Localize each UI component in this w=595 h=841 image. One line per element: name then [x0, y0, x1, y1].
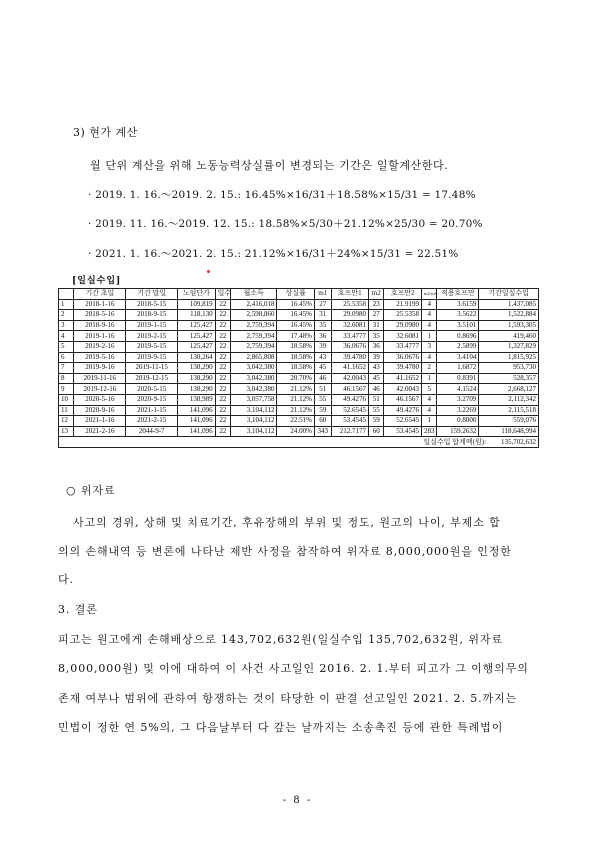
table-cell: 2019-12-15: [126, 373, 178, 384]
table-cell: 22: [215, 299, 230, 310]
table-row: [59, 426, 539, 437]
table-cell: 21.12%: [277, 394, 315, 405]
table-cell: 118,130: [178, 310, 216, 321]
table-cell: 36: [369, 341, 384, 352]
table-cell: 20.70%: [277, 373, 315, 384]
table-header-cell: 월소득: [231, 289, 277, 300]
table-cell: 43: [369, 363, 384, 374]
table-cell: 2019-2-16: [74, 341, 126, 352]
table-header-cell: 기간일실수입: [479, 289, 539, 300]
table-cell: 2018-9-15: [126, 310, 178, 321]
table-cell: 2019-11-16: [74, 373, 126, 384]
conclusion-line-3: 존재 여부나 범위에 관하여 항쟁하는 것이 타당한 이 판결 선고일인 2021. 2. 5.까지는: [58, 692, 518, 705]
table-cell: 2019-11-15: [126, 363, 178, 374]
table-cell: 36: [314, 331, 331, 342]
table-cell: 2044-9-7: [126, 426, 178, 437]
table-header-row: [59, 289, 539, 300]
conclusion-line-4: 민법이 정한 연 5%의, 그 다음날부터 다 갚는 날까지는 소송촉진 등에 관한 특례법이: [58, 721, 504, 734]
table-cell: 29.0980: [384, 320, 422, 331]
table-cell: 22: [215, 373, 230, 384]
table-cell: 25.5358: [384, 310, 422, 321]
page-number: - 8 -: [282, 795, 313, 806]
table-row: [59, 310, 539, 321]
table-cell: 31: [314, 310, 331, 321]
table-cell: 343: [314, 426, 331, 437]
table-header-cell: 상실률: [277, 289, 315, 300]
table-header-cell: m2-m1: [421, 289, 436, 300]
table-cell: 2020-9-15: [126, 394, 178, 405]
formula-1: · 2019. 1. 16.～2019. 2. 15.: 16.45%×16/31＋18.58%×15/31 = 17.48%: [88, 189, 476, 201]
table-cell: 10: [59, 394, 74, 405]
table-cell: 1,593,305: [479, 320, 539, 331]
table-row: [59, 352, 539, 363]
table-header-cell: 적용호프만: [437, 289, 479, 300]
table-header-cell: 호프만2: [384, 289, 422, 300]
table-cell: 2019-5-16: [74, 352, 126, 363]
table-row: [59, 394, 539, 405]
table-cell: 39.4780: [384, 363, 422, 374]
table-cell: 18.58%: [277, 341, 315, 352]
table-row: [59, 331, 539, 342]
table-header-cell: 기간 초일: [74, 289, 126, 300]
table-cell: 33.4777: [384, 341, 422, 352]
table-cell: 2021-1-16: [74, 416, 126, 427]
table-cell: 22: [215, 352, 230, 363]
table-cell: 2,598,860: [231, 310, 277, 321]
table-cell: 49.4276: [331, 394, 369, 405]
table-cell: 3,042,380: [231, 384, 277, 395]
table-cell: 36.0676: [384, 352, 422, 363]
table-row: [59, 373, 539, 384]
table-cell: 2018-1-16: [74, 299, 126, 310]
table-cell: 3.2269: [437, 405, 479, 416]
table-cell: 18.58%: [277, 352, 315, 363]
table-cell: 2018-9-16: [74, 320, 126, 331]
table-cell: 6: [59, 352, 74, 363]
table-cell: 1,327,829: [479, 341, 539, 352]
table-cell: 3,042,380: [231, 373, 277, 384]
table-cell: 3.4104: [437, 352, 479, 363]
table-cell: 2,865,808: [231, 352, 277, 363]
table-cell: 2019-5-15: [126, 341, 178, 352]
table-cell: 3.6159: [437, 299, 479, 310]
table-cell: 16.45%: [277, 310, 315, 321]
table-cell: 2019-2-15: [126, 331, 178, 342]
table-cell: 35: [369, 331, 384, 342]
table-cell: 35: [314, 320, 331, 331]
table-cell: 59: [314, 405, 331, 416]
conclusion-heading: 3. 결론: [58, 603, 98, 616]
table-cell: 60: [369, 426, 384, 437]
table-cell: 22: [215, 426, 230, 437]
table-cell: 39: [314, 341, 331, 352]
table-cell: 2019-1-15: [126, 320, 178, 331]
table-cell: 7: [59, 363, 74, 374]
table-cell: 3.5101: [437, 320, 479, 331]
formula-2: · 2019. 11. 16.～2019. 12. 15.: 18.58%×5/30＋21.12%×25/30 = 20.70%: [88, 218, 483, 230]
table-cell: 2018-5-16: [74, 310, 126, 321]
table-cell: 3,104,112: [231, 405, 277, 416]
table-cell: 17.48%: [277, 331, 315, 342]
table-cell: 21.12%: [277, 384, 315, 395]
table-cell: 953,730: [479, 363, 539, 374]
table-cell: 22: [215, 405, 230, 416]
table-cell: 3,104,112: [231, 426, 277, 437]
table-header-cell: [59, 289, 74, 300]
table-cell: 2020-5-15: [126, 384, 178, 395]
total-label: 일실수입 합계액(원):: [423, 437, 486, 446]
table-cell: 559,076: [479, 416, 539, 427]
table-cell: 13: [59, 426, 74, 437]
table-cell: 33.4777: [331, 331, 369, 342]
table-header-cell: 호프만1: [331, 289, 369, 300]
conclusion-line-2: 8,000,000원) 및 이에 대하여 이 사건 사고일인 2016. 2. 1.부터 피고가 그 이행의무의: [58, 662, 529, 675]
conclusion-line-1: 피고는 원고에게 손해배상으로 143,702,632원(일실수입 135,702,632원, 위자료: [58, 633, 503, 646]
table-cell: 49.4276: [384, 405, 422, 416]
table-total-row: [59, 437, 539, 448]
table-cell: 4: [59, 331, 74, 342]
table-cell: 2: [421, 363, 436, 374]
table-cell: 130,264: [178, 352, 216, 363]
table-cell: 141,096: [178, 405, 216, 416]
table-cell: 46: [369, 384, 384, 395]
table-cell: 1: [59, 299, 74, 310]
table-cell: 32.6081: [384, 331, 422, 342]
table-cell: 55: [314, 394, 331, 405]
table-cell: 41.1652: [384, 373, 422, 384]
table-title: [일실수입]: [72, 276, 122, 286]
table-cell: 4: [421, 394, 436, 405]
table-cell: 2,759,394: [231, 341, 277, 352]
table-cell: 11: [59, 405, 74, 416]
table-cell: 22.51%: [277, 416, 315, 427]
red-mark-icon: [207, 270, 210, 273]
table-cell: 22: [215, 363, 230, 374]
table-cell: 42.0043: [331, 373, 369, 384]
table-cell: 4: [421, 405, 436, 416]
table-cell: 109,819: [178, 299, 216, 310]
table-cell: 0.8000: [437, 416, 479, 427]
table-cell: 118,648,994: [479, 426, 539, 437]
table-cell: 3,104,112: [231, 416, 277, 427]
table-cell: 46.1567: [384, 394, 422, 405]
table-cell: 3: [421, 341, 436, 352]
table-cell: 22: [215, 320, 230, 331]
table-cell: 2: [59, 310, 74, 321]
table-row: [59, 416, 539, 427]
table-cell: 283: [421, 426, 436, 437]
table-cell: 1,522,884: [479, 310, 539, 321]
intro-text: 월 단위 계산을 위해 노동능력상실률이 변경되는 기간은 일할계산한다.: [90, 159, 449, 172]
table-cell: 2,759,394: [231, 331, 277, 342]
table-header-cell: m1: [314, 289, 331, 300]
table-cell: 2,115,518: [479, 405, 539, 416]
table-cell: 22: [215, 310, 230, 321]
table-cell: 51: [314, 384, 331, 395]
table-cell: 2019-9-16: [74, 363, 126, 374]
table-cell: 2,668,127: [479, 384, 539, 395]
table-cell: 39: [369, 352, 384, 363]
table-row: [59, 405, 539, 416]
table-cell: 22: [215, 416, 230, 427]
table-cell: 22: [215, 394, 230, 405]
table-cell: 53.4545: [384, 426, 422, 437]
table-cell: 2020-9-16: [74, 405, 126, 416]
table-cell: 4: [421, 352, 436, 363]
table-cell: 138,989: [178, 394, 216, 405]
table-header-cell: 기간 말일: [126, 289, 178, 300]
table-cell: 22: [215, 331, 230, 342]
table-cell: 2,759,394: [231, 320, 277, 331]
table-header-cell: m2: [369, 289, 384, 300]
table-cell: 8: [59, 373, 74, 384]
table-cell: 2,416,018: [231, 299, 277, 310]
table-cell: 159.2632: [437, 426, 479, 437]
table-row: [59, 363, 539, 374]
table-cell: 1: [421, 373, 436, 384]
table-cell: 5: [421, 384, 436, 395]
table-cell: 18.58%: [277, 363, 315, 374]
table-cell: 3,057,758: [231, 394, 277, 405]
table-cell: 46: [314, 373, 331, 384]
table-cell: 138,290: [178, 373, 216, 384]
table-cell: 1: [421, 331, 436, 342]
table-cell: 41.1652: [331, 363, 369, 374]
table-cell: 138,290: [178, 363, 216, 374]
table-cell: 2021-2-15: [126, 416, 178, 427]
table-cell: 51: [369, 394, 384, 405]
table-cell: 125,427: [178, 341, 216, 352]
table-cell: 25.5358: [331, 299, 369, 310]
table-cell: 2019-12-16: [74, 384, 126, 395]
table-cell: 52.6545: [331, 405, 369, 416]
table-cell: 2019-9-15: [126, 352, 178, 363]
table-cell: 55: [369, 405, 384, 416]
table-cell: 59: [369, 416, 384, 427]
table-cell: 3,042,380: [231, 363, 277, 374]
table-cell: 4.1524: [437, 384, 479, 395]
table-cell: 46.1567: [331, 384, 369, 395]
table-cell: 21.9199: [384, 299, 422, 310]
table-cell: 3.2709: [437, 394, 479, 405]
table-cell: 212.7177: [331, 426, 369, 437]
table-cell: 141,096: [178, 416, 216, 427]
table-cell: 22: [215, 341, 230, 352]
consolation-heading: ○ 위자료: [66, 484, 116, 497]
table-cell: 5: [59, 341, 74, 352]
table-row: [59, 341, 539, 352]
table-cell: 42.0043: [384, 384, 422, 395]
table-cell: 27: [369, 310, 384, 321]
table-cell: 22: [215, 384, 230, 395]
table-cell: 27: [314, 299, 331, 310]
table-cell: 16.45%: [277, 320, 315, 331]
table-cell: 4: [421, 299, 436, 310]
table-cell: 43: [314, 352, 331, 363]
table-cell: 419,460: [479, 331, 539, 342]
consolation-line-1: 사고의 경위, 상해 및 치료기간, 후유장해의 부위 및 정도, 원고의 나이, 부제소 합: [73, 516, 501, 529]
table-cell: 16.45%: [277, 299, 315, 310]
consolation-line-2: 의의 손해내역 등 변론에 나타난 제반 사정을 참작하여 위자료 8,000,000원을 인정한: [58, 545, 512, 558]
table-cell: 4: [421, 320, 436, 331]
table-cell: 45: [369, 373, 384, 384]
table-header-cell: 일수: [215, 289, 230, 300]
table-cell: 31: [369, 320, 384, 331]
table-row: [59, 320, 539, 331]
table-cell: 45: [314, 363, 331, 374]
table-cell: 32.6081: [331, 320, 369, 331]
table-cell: 36.0676: [331, 341, 369, 352]
table-cell: 21.12%: [277, 405, 315, 416]
table-cell: 0.8696: [437, 331, 479, 342]
lost-income-table: [58, 288, 539, 448]
table-cell: 2021-2-16: [74, 426, 126, 437]
table-cell: 53.4545: [331, 416, 369, 427]
table-cell: 2,112,342: [479, 394, 539, 405]
table-cell: 1.6872: [437, 363, 479, 374]
table-cell: 138,290: [178, 384, 216, 395]
table-cell: 2019-1-16: [74, 331, 126, 342]
formula-3: · 2021. 1. 16.～2021. 2. 15.: 21.12%×16/31＋24%×15/31 = 22.51%: [88, 248, 459, 260]
table-row: [59, 384, 539, 395]
table-row: [59, 299, 539, 310]
table-cell: 3.5622: [437, 310, 479, 321]
table-cell: 2018-5-15: [126, 299, 178, 310]
table-header-cell: 노임단가: [178, 289, 216, 300]
table-cell: 141,096: [178, 426, 216, 437]
table-cell: 528,357: [479, 373, 539, 384]
table-cell: 1: [421, 416, 436, 427]
table-cell: 2.5899: [437, 341, 479, 352]
table-cell: 1,437,085: [479, 299, 539, 310]
table-cell: 24.00%: [277, 426, 315, 437]
table-cell: 29.0980: [331, 310, 369, 321]
table-cell: 3: [59, 320, 74, 331]
table-cell: 52.6545: [384, 416, 422, 427]
table-cell: 125,427: [178, 320, 216, 331]
table-cell: 60: [314, 416, 331, 427]
table-cell: 9: [59, 384, 74, 395]
table-cell: 39.4780: [331, 352, 369, 363]
table-cell: 4: [421, 310, 436, 321]
table-cell: 0.8391: [437, 373, 479, 384]
table-cell: 1,815,925: [479, 352, 539, 363]
table-cell: 2020-5-16: [74, 394, 126, 405]
table-cell: 23: [369, 299, 384, 310]
consolation-line-3: 다.: [58, 573, 74, 586]
section-title: 3) 현가 계산: [73, 126, 138, 139]
total-value: 135,702,632: [479, 437, 539, 448]
table-cell: 12: [59, 416, 74, 427]
table-cell: 2021-1-15: [126, 405, 178, 416]
table-cell: 125,427: [178, 331, 216, 342]
